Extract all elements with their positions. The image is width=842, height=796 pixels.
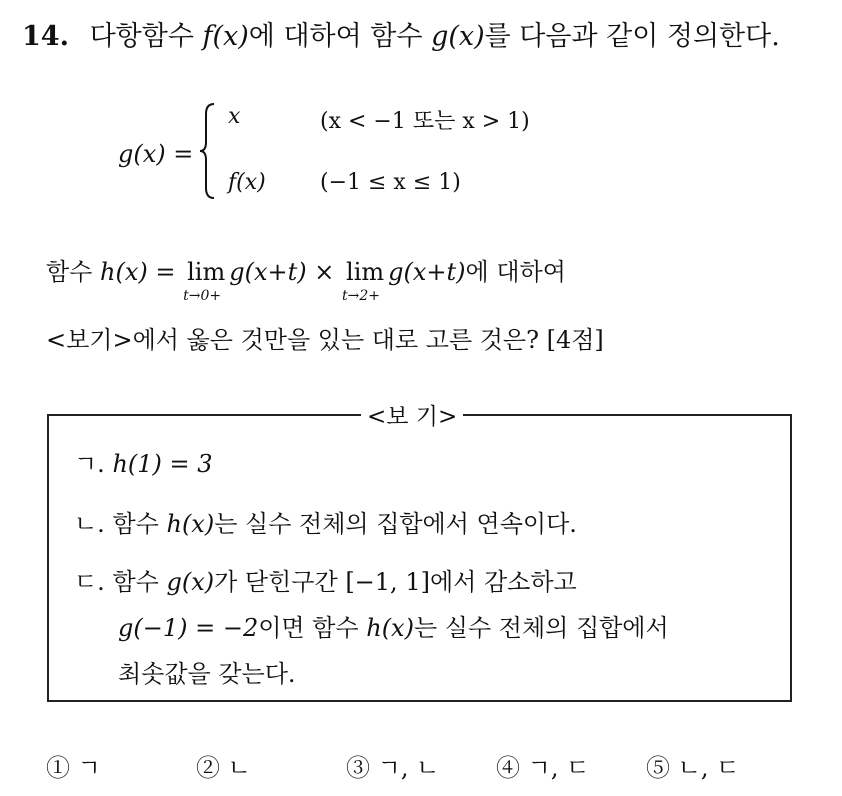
h-def-prefix: 함수: [46, 258, 93, 286]
example-item-3: [74, 562, 577, 597]
item3-math2: [−1, 1]: [345, 568, 430, 596]
limit-1-subscript: t→0+: [183, 288, 222, 304]
item3-text1: 함수: [112, 568, 159, 596]
stem-f: f(x): [202, 21, 249, 52]
example-item-1: [74, 444, 213, 479]
limit-2-subscript: t→2+: [342, 288, 381, 304]
h-def-lhs: h(x) =: [100, 258, 176, 286]
item3-text2: 가 닫힌구간: [214, 568, 338, 596]
h-definition: [46, 252, 566, 304]
limit-1-lim: lim: [187, 258, 226, 286]
limit-2-lim: lim: [346, 258, 385, 286]
item2-text2: 는 실수 전체의 집합에서 연속이다.: [214, 510, 577, 538]
examples-box-title: <보 기>: [361, 398, 463, 431]
question-number: 14.: [22, 21, 69, 52]
case2-condition: (−1 ≤ x ≤ 1): [320, 170, 461, 195]
stem-g: g(x): [431, 21, 485, 52]
limit-2-term: g(x+t): [388, 258, 466, 286]
limit-2: [342, 258, 385, 304]
item3-text5: 는 실수 전체의 집합에서: [413, 614, 669, 642]
times-sign: ×: [314, 258, 335, 286]
stem-text-3: 를 다음과 같이 정의한다.: [484, 21, 780, 52]
case1-condition: (x < −1 또는 x > 1): [320, 109, 530, 134]
limit-1-term: g(x+t): [229, 258, 307, 286]
stem-text-2: 에 대하여 함수: [248, 21, 423, 52]
item2-math: h(x): [166, 510, 215, 538]
case2-expression: f(x): [228, 170, 266, 195]
stem-text-1: 다항함수: [89, 21, 194, 52]
item1-math: h(1) = 3: [112, 450, 213, 478]
item1-label: ㄱ.: [74, 450, 105, 478]
example-item-3-line3: 최솟값을 갖는다.: [118, 660, 296, 688]
question-stem: [22, 14, 780, 53]
item3-text4: 이면 함수: [258, 614, 359, 642]
case1-expression: x: [228, 104, 241, 129]
choice-4[interactable]: ④ ㄱ, ㄷ: [496, 754, 590, 782]
item3-text3: 에서 감소하고: [429, 568, 577, 596]
limit-1: [183, 258, 226, 304]
h-def-suffix: 에 대하여: [465, 258, 566, 286]
left-brace-icon: [198, 102, 216, 200]
g-definition-lhs: g(x) =: [118, 140, 194, 168]
instruction: <보기>에서 옳은 것만을 있는 대로 고른 것은? [4점]: [46, 326, 604, 354]
choice-3[interactable]: ③ ㄱ, ㄴ: [346, 754, 440, 782]
item2-text1: 함수: [112, 510, 159, 538]
example-item-3-line2: [118, 608, 669, 643]
item3-math1: g(x): [166, 568, 215, 596]
example-item-2: [74, 504, 577, 539]
item3-math3: g(−1) = −2: [118, 614, 259, 642]
choice-5[interactable]: ⑤ ㄴ, ㄷ: [646, 754, 740, 782]
item3-label: ㄷ.: [74, 568, 105, 596]
item3-math4: h(x): [366, 614, 414, 642]
choice-1[interactable]: ① ㄱ: [46, 754, 101, 782]
choice-2[interactable]: ② ㄴ: [196, 754, 251, 782]
item2-label: ㄴ.: [74, 510, 105, 538]
